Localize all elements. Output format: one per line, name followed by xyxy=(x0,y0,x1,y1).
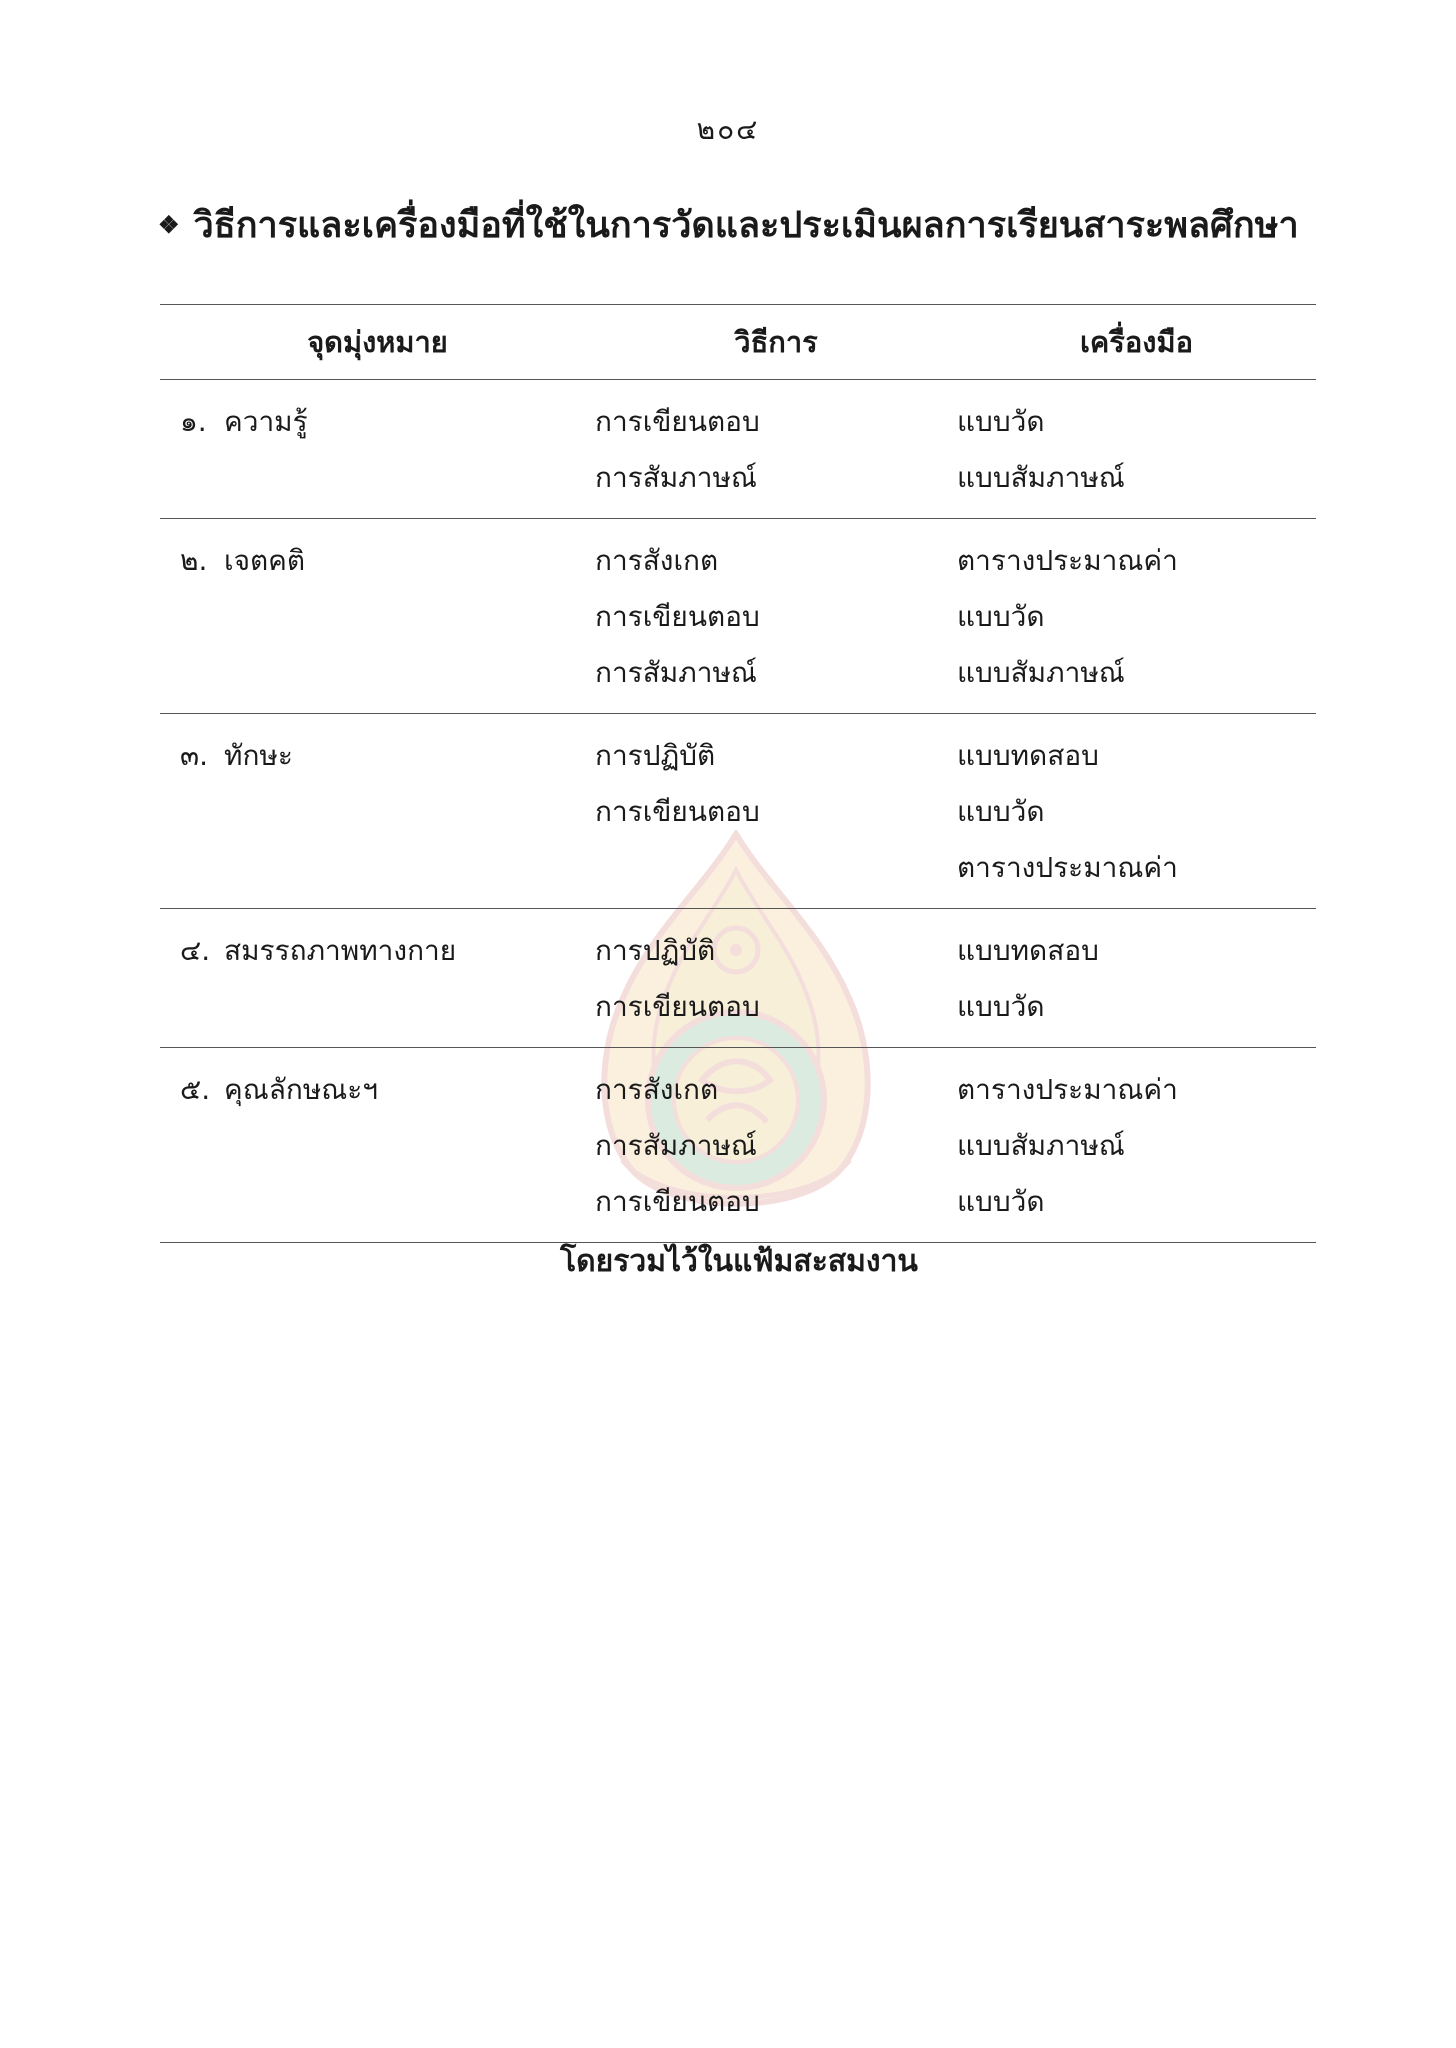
row-number: ๒. xyxy=(180,544,208,577)
method-cell xyxy=(595,714,957,909)
goal-label: ความรู้ xyxy=(224,405,308,438)
row-number: ๑. xyxy=(180,405,207,438)
method-item: การสัมภาษณ์ xyxy=(595,1129,757,1162)
goal-cell xyxy=(160,519,595,714)
tool-cell xyxy=(957,1048,1316,1243)
section-heading-text: วิธีการและเครื่องมือที่ใช้ในการวัดและประเมินผลการเรียนสาระพลศึกษา xyxy=(193,204,1299,246)
column-header-tool: เครื่องมือ xyxy=(957,305,1316,380)
method-item: การสัมภาษณ์ xyxy=(595,656,757,689)
method-item: การเขียนตอบ xyxy=(595,795,760,828)
goal-label: ทักษะ xyxy=(224,739,293,772)
method-item: การเขียนตอบ xyxy=(595,405,760,438)
goal-cell xyxy=(160,909,595,1048)
goal-cell xyxy=(160,380,595,519)
row-number: ๕. xyxy=(180,1073,211,1106)
goal-label: สมรรถภาพทางกาย xyxy=(224,934,457,967)
method-cell xyxy=(595,519,957,714)
row-number: ๔. xyxy=(180,934,211,967)
goal-cell xyxy=(160,714,595,909)
method-cell xyxy=(595,909,957,1048)
goal-label: คุณลักษณะฯ xyxy=(224,1073,379,1106)
tool-item: แบบสัมภาษณ์ xyxy=(957,656,1125,689)
table-row xyxy=(160,714,1316,909)
method-item: การเขียนตอบ xyxy=(595,600,760,633)
table-row xyxy=(160,519,1316,714)
table-row xyxy=(160,380,1316,519)
tool-item: แบบทดสอบ xyxy=(957,934,1099,967)
page-number: ๒๐๔ xyxy=(696,113,760,146)
tool-item: ตารางประมาณค่า xyxy=(957,544,1178,577)
table-row xyxy=(160,909,1316,1048)
tool-item: แบบวัด xyxy=(957,1185,1045,1218)
column-header-goal: จุดมุ่งหมาย xyxy=(160,305,595,380)
method-item: การสัมภาษณ์ xyxy=(595,461,757,494)
tool-cell xyxy=(957,380,1316,519)
method-item: การสังเกต xyxy=(595,544,719,577)
method-cell xyxy=(595,380,957,519)
section-heading xyxy=(158,196,1338,253)
tool-item: แบบวัด xyxy=(957,600,1045,633)
tool-cell xyxy=(957,714,1316,909)
tool-cell xyxy=(957,519,1316,714)
table-header-row xyxy=(160,305,1316,380)
goal-label: เจตคติ xyxy=(224,544,306,577)
method-item: การสังเกต xyxy=(595,1073,719,1106)
tool-item: ตารางประมาณค่า xyxy=(957,851,1178,884)
column-header-method: วิธีการ xyxy=(595,305,957,380)
tool-item: แบบวัด xyxy=(957,990,1045,1023)
tool-item: ตารางประมาณค่า xyxy=(957,1073,1178,1106)
goal-cell xyxy=(160,1048,595,1243)
footer-note: โดยรวมไว้ในแฟ้มสะสมงาน xyxy=(560,1244,918,1279)
tool-item: แบบวัด xyxy=(957,795,1045,828)
tool-item: แบบสัมภาษณ์ xyxy=(957,461,1125,494)
tool-item: แบบวัด xyxy=(957,405,1045,438)
table-row xyxy=(160,1048,1316,1243)
tool-cell xyxy=(957,909,1316,1048)
row-number: ๓. xyxy=(180,739,209,772)
method-item: การเขียนตอบ xyxy=(595,1185,760,1218)
method-item: การปฏิบัติ xyxy=(595,739,716,772)
tool-item: แบบสัมภาษณ์ xyxy=(957,1129,1125,1162)
method-item: การปฏิบัติ xyxy=(595,934,716,967)
diamond-bullet-icon: ❖ xyxy=(158,210,180,239)
tool-item: แบบทดสอบ xyxy=(957,739,1099,772)
method-cell xyxy=(595,1048,957,1243)
method-item: การเขียนตอบ xyxy=(595,990,760,1023)
assessment-table xyxy=(160,304,1316,1243)
